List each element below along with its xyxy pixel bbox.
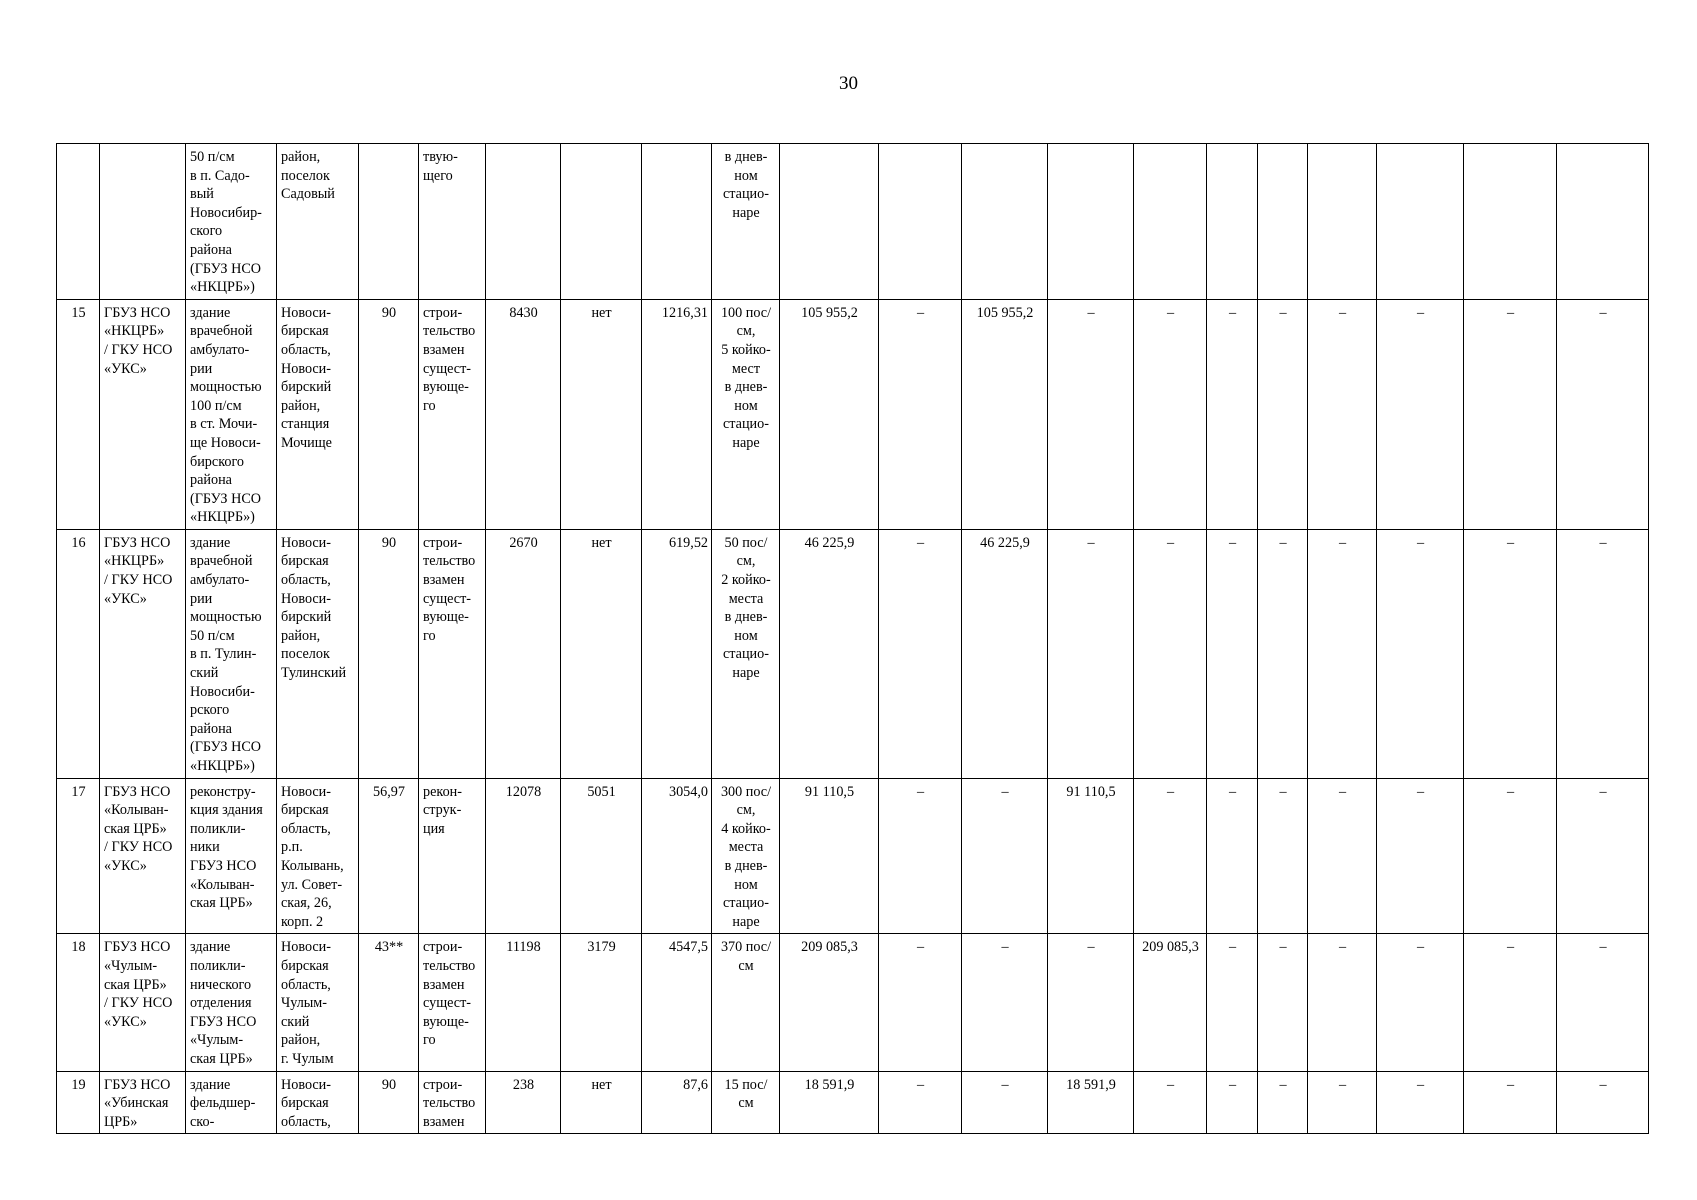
- cell-existing-area-text: нет: [591, 304, 612, 321]
- cell-row-number: [57, 144, 100, 300]
- cell-year-5: [1207, 934, 1258, 1071]
- cell-readiness-text: 90: [381, 534, 397, 551]
- cell-existing-area: [561, 299, 642, 529]
- cell-capacity-text: 100 пос/ см, 5 койко- мест в днев- ном стацио- наре: [720, 304, 772, 451]
- cell-total-cost-text: 209 085,3: [801, 939, 858, 956]
- cell-total-cost-text: 18 591,9: [804, 1076, 855, 1093]
- cell-year-6-text: –: [1279, 783, 1287, 800]
- cell-object-name-text: здание фельдшер- ско-: [190, 1076, 256, 1130]
- cell-year-3: [1048, 778, 1134, 934]
- cell-row-number: [57, 299, 100, 529]
- cell-readiness: [359, 1071, 419, 1134]
- cell-year-6: [1258, 934, 1308, 1071]
- table-row: [57, 934, 1649, 1071]
- cell-year-6-text: –: [1279, 1076, 1287, 1093]
- cell-year-9: [1464, 144, 1557, 300]
- cell-year-5: [1207, 299, 1258, 529]
- cell-row-number-text: 15: [71, 304, 86, 321]
- cell-year-7-text: –: [1338, 304, 1347, 321]
- cell-building-area: [642, 144, 712, 300]
- cell-capacity-text: 50 пос/ см, 2 койко- места в днев- ном стацио- наре: [721, 534, 771, 682]
- investment-table: [56, 143, 1649, 1134]
- cell-year-6: [1258, 529, 1308, 778]
- cell-work-type: [419, 529, 486, 778]
- cell-year-5-text: –: [1228, 534, 1237, 551]
- cell-year-3-text: 18 591,9: [1066, 1076, 1116, 1093]
- cell-year-9-text: –: [1506, 304, 1515, 321]
- cell-object-name: [186, 529, 277, 778]
- cell-total-cost: [780, 299, 879, 529]
- cell-year-9: [1464, 778, 1557, 934]
- cell-year-10: [1557, 778, 1649, 934]
- cell-customer: [100, 934, 186, 1071]
- cell-object-name-text: реконстру- кция здания поликли- ники ГБУЗ НСО «Колыван- ская ЦРБ»: [190, 783, 263, 912]
- cell-readiness: [359, 934, 419, 1071]
- cell-address: [277, 299, 359, 529]
- cell-row-number-text: 18: [71, 939, 86, 956]
- cell-year-4-text: –: [1166, 1076, 1175, 1093]
- cell-year-9-text: –: [1506, 783, 1515, 800]
- cell-capacity: [712, 934, 780, 1071]
- cell-object-name: [186, 144, 277, 300]
- cell-existing-area-text: нет: [591, 534, 612, 551]
- cell-year-1-text: –: [916, 304, 925, 321]
- cell-year-4: [1134, 299, 1207, 529]
- cell-year-7-text: –: [1338, 1076, 1347, 1093]
- cell-capacity: [712, 778, 780, 934]
- cell-capacity-text: 370 пос/ см: [720, 939, 772, 974]
- cell-year-10: [1557, 144, 1649, 300]
- table-row: [57, 144, 1649, 300]
- cell-year-10-text: –: [1599, 783, 1607, 800]
- cell-existing-area: [561, 144, 642, 300]
- cell-year-4-text: –: [1166, 783, 1175, 800]
- cell-building-area-text: 1216,31: [661, 304, 708, 321]
- cell-address: [277, 934, 359, 1071]
- cell-address-text: Новоси- бирская область,: [281, 1076, 332, 1130]
- cell-customer-text: ГБУЗ НСО «НКЦРБ» / ГКУ НСО «УКС»: [104, 534, 173, 607]
- cell-year-8: [1377, 529, 1464, 778]
- cell-object-name-text: здание врачебной амбулато- рии мощностью 100 п/см в ст. Мочи- ще Новоси- бирского района (ГБУЗ НСО «НКЦРБ»): [190, 304, 262, 526]
- cell-year-8: [1377, 299, 1464, 529]
- cell-year-1-text: –: [916, 783, 925, 800]
- cell-year-1: [879, 778, 962, 934]
- cell-address-text: Новоси- бирская область, р.п. Колывань, ул. Совет- ская, 26, корп. 2: [281, 783, 344, 930]
- cell-readiness: [359, 299, 419, 529]
- cell-total-area-text: 12078: [505, 783, 542, 800]
- cell-year-4-text: 209 085,3: [1142, 939, 1199, 956]
- cell-year-3: [1048, 529, 1134, 778]
- cell-building-area-text: 619,52: [668, 534, 708, 551]
- cell-year-9-text: –: [1506, 534, 1515, 551]
- cell-year-9: [1464, 934, 1557, 1071]
- cell-total-cost-text: 105 955,2: [801, 304, 858, 321]
- cell-customer: [100, 144, 186, 300]
- cell-year-8: [1377, 934, 1464, 1071]
- cell-capacity: [712, 144, 780, 300]
- cell-year-8-text: –: [1416, 783, 1425, 800]
- cell-year-6: [1258, 1071, 1308, 1134]
- cell-address: [277, 529, 359, 778]
- cell-year-2: [962, 1071, 1048, 1134]
- cell-year-3: [1048, 299, 1134, 529]
- cell-year-6-text: –: [1279, 534, 1287, 551]
- cell-total-cost: [780, 778, 879, 934]
- cell-object-name: [186, 299, 277, 529]
- cell-building-area: [642, 299, 712, 529]
- cell-year-10: [1557, 529, 1649, 778]
- cell-year-5-text: –: [1228, 304, 1237, 321]
- cell-total-cost-text: 46 225,9: [804, 534, 855, 551]
- cell-year-6-text: –: [1279, 939, 1287, 956]
- cell-year-10: [1557, 299, 1649, 529]
- cell-total-area: [486, 529, 561, 778]
- cell-building-area: [642, 1071, 712, 1134]
- table-row: [57, 778, 1649, 934]
- cell-address-text: Новоси- бирская область, Новоси- бирский район, поселок Тулинский: [281, 534, 347, 682]
- cell-total-cost: [780, 529, 879, 778]
- page-number: 30: [839, 73, 858, 94]
- cell-existing-area-text: 3179: [587, 939, 616, 956]
- cell-year-4-text: –: [1166, 534, 1175, 551]
- cell-building-area: [642, 934, 712, 1071]
- cell-year-2-text: –: [1001, 1076, 1009, 1093]
- cell-total-cost-text: 91 110,5: [804, 783, 855, 800]
- cell-readiness-text: 90: [381, 304, 397, 321]
- cell-object-name: [186, 778, 277, 934]
- cell-work-type: [419, 778, 486, 934]
- cell-year-5-text: –: [1228, 939, 1237, 956]
- cell-existing-area: [561, 529, 642, 778]
- cell-year-3: [1048, 934, 1134, 1071]
- cell-year-5-text: –: [1228, 783, 1237, 800]
- cell-year-9-text: –: [1506, 939, 1515, 956]
- cell-year-3-text: –: [1087, 534, 1095, 551]
- cell-year-7: [1308, 299, 1377, 529]
- cell-year-8-text: –: [1416, 534, 1425, 551]
- cell-existing-area-text: нет: [591, 1076, 612, 1093]
- cell-year-3-text: –: [1087, 304, 1095, 321]
- cell-year-6-text: –: [1279, 304, 1287, 321]
- cell-object-name: [186, 934, 277, 1071]
- cell-year-1-text: –: [916, 534, 925, 551]
- cell-total-cost: [780, 934, 879, 1071]
- cell-year-1-text: –: [916, 1076, 925, 1093]
- cell-building-area: [642, 778, 712, 934]
- cell-address: [277, 144, 359, 300]
- cell-year-4-text: –: [1166, 304, 1175, 321]
- cell-year-2-text: 105 955,2: [976, 304, 1034, 321]
- cell-year-7-text: –: [1338, 783, 1347, 800]
- cell-year-2: [962, 529, 1048, 778]
- cell-building-area-text: 87,6: [683, 1076, 708, 1093]
- cell-year-7: [1308, 778, 1377, 934]
- table-row: [57, 529, 1649, 778]
- cell-year-6: [1258, 299, 1308, 529]
- cell-capacity: [712, 529, 780, 778]
- cell-customer: [100, 778, 186, 934]
- cell-address-text: Новоси- бирская область, Чулым- ский район, г. Чулым: [281, 939, 334, 1067]
- cell-year-4: [1134, 144, 1207, 300]
- cell-customer: [100, 529, 186, 778]
- cell-year-9: [1464, 299, 1557, 529]
- cell-readiness: [359, 144, 419, 300]
- cell-total-area: [486, 1071, 561, 1134]
- cell-work-type: [419, 299, 486, 529]
- cell-row-number-text: 16: [71, 534, 86, 551]
- cell-year-3-text: 91 110,5: [1066, 783, 1116, 800]
- cell-work-type-text: строи- тельство взамен сущест- вующе- го: [423, 939, 476, 1049]
- cell-year-1-text: –: [916, 939, 925, 956]
- cell-total-area-text: 8430: [509, 304, 538, 321]
- table-row: [57, 1071, 1649, 1134]
- cell-existing-area-text: 5051: [587, 783, 616, 800]
- cell-year-2-text: 46 225,9: [980, 534, 1030, 551]
- cell-year-3-text: –: [1087, 939, 1095, 956]
- cell-year-1: [879, 299, 962, 529]
- cell-year-7: [1308, 144, 1377, 300]
- cell-year-10-text: –: [1599, 1076, 1607, 1093]
- cell-row-number: [57, 778, 100, 934]
- cell-readiness: [359, 529, 419, 778]
- cell-building-area-text: 4547,5: [668, 939, 708, 956]
- cell-customer-text: ГБУЗ НСО «НКЦРБ» / ГКУ НСО «УКС»: [104, 304, 173, 377]
- cell-work-type-text: строи- тельство взамен: [423, 1076, 476, 1130]
- cell-year-2: [962, 778, 1048, 934]
- cell-year-3: [1048, 1071, 1134, 1134]
- cell-building-area-text: 3054,0: [668, 783, 708, 800]
- cell-address-text: Новоси- бирская область, Новоси- бирский район, станция Мочище: [281, 304, 332, 451]
- cell-year-10-text: –: [1599, 939, 1607, 956]
- cell-total-area: [486, 299, 561, 529]
- cell-object-name: [186, 1071, 277, 1134]
- table-row: [57, 299, 1649, 529]
- cell-year-8: [1377, 144, 1464, 300]
- cell-customer-text: ГБУЗ НСО «Колыван- ская ЦРБ» / ГКУ НСО «УКС»: [104, 783, 173, 874]
- cell-object-name-text: здание врачебной амбулато- рии мощностью 50 п/см в п. Тулин- ский Новосиби- рского района (ГБУЗ НСО «НКЦРБ»): [190, 534, 262, 774]
- cell-total-area: [486, 934, 561, 1071]
- cell-customer-text: ГБУЗ НСО «Убинская ЦРБ»: [104, 1076, 171, 1130]
- cell-total-area: [486, 144, 561, 300]
- cell-year-10-text: –: [1599, 534, 1607, 551]
- cell-year-5: [1207, 144, 1258, 300]
- cell-year-2-text: –: [1001, 783, 1009, 800]
- cell-year-5: [1207, 1071, 1258, 1134]
- cell-customer: [100, 1071, 186, 1134]
- cell-work-type-text: строи- тельство взамен сущест- вующе- го: [423, 304, 476, 414]
- cell-year-7-text: –: [1338, 534, 1347, 551]
- cell-year-1: [879, 529, 962, 778]
- cell-year-2: [962, 299, 1048, 529]
- cell-object-name-text: 50 п/см в п. Садо- вый Новосибир- ского района (ГБУЗ НСО «НКЦРБ»): [190, 149, 262, 296]
- cell-year-8-text: –: [1416, 939, 1425, 956]
- cell-year-7: [1308, 529, 1377, 778]
- cell-work-type-text: рекон- струк- ция: [423, 783, 462, 837]
- cell-year-8-text: –: [1416, 304, 1425, 321]
- cell-readiness-text: 90: [381, 1076, 397, 1093]
- cell-year-5: [1207, 778, 1258, 934]
- cell-total-area-text: 11198: [506, 939, 541, 956]
- cell-address: [277, 1071, 359, 1134]
- cell-year-2: [962, 934, 1048, 1071]
- cell-year-7: [1308, 934, 1377, 1071]
- cell-object-name-text: здание поликли- нического отделения ГБУЗ НСО «Чулым- ская ЦРБ»: [190, 939, 257, 1067]
- cell-capacity: [712, 1071, 780, 1134]
- cell-year-9: [1464, 1071, 1557, 1134]
- cell-capacity-text: 15 пос/ см: [724, 1076, 768, 1112]
- cell-total-cost: [780, 144, 879, 300]
- cell-year-9-text: –: [1506, 1076, 1515, 1093]
- cell-total-cost: [780, 1071, 879, 1134]
- cell-year-7: [1308, 1071, 1377, 1134]
- cell-year-2: [962, 144, 1048, 300]
- cell-year-8: [1377, 1071, 1464, 1134]
- cell-year-6: [1258, 778, 1308, 934]
- cell-readiness-text: 56,97: [373, 783, 405, 800]
- cell-year-6: [1258, 144, 1308, 300]
- cell-year-4: [1134, 1071, 1207, 1134]
- cell-address-text: район, поселок Садовый: [281, 149, 335, 203]
- cell-year-1: [879, 144, 962, 300]
- cell-total-area: [486, 778, 561, 934]
- cell-year-1: [879, 1071, 962, 1134]
- cell-customer-text: ГБУЗ НСО «Чулым- ская ЦРБ» / ГКУ НСО «УКС»: [104, 939, 173, 1030]
- cell-year-9: [1464, 529, 1557, 778]
- cell-work-type: [419, 934, 486, 1071]
- cell-work-type: [419, 1071, 486, 1134]
- cell-year-1: [879, 934, 962, 1071]
- cell-year-8-text: –: [1416, 1076, 1425, 1093]
- cell-year-10-text: –: [1599, 304, 1607, 321]
- cell-existing-area: [561, 934, 642, 1071]
- cell-customer: [100, 299, 186, 529]
- cell-year-4: [1134, 934, 1207, 1071]
- cell-building-area: [642, 529, 712, 778]
- cell-year-10: [1557, 1071, 1649, 1134]
- cell-existing-area: [561, 1071, 642, 1134]
- cell-capacity-text: 300 пос/ см, 4 койко- места в днев- ном стацио- наре: [720, 783, 772, 930]
- cell-work-type-text: твую- щего: [423, 149, 458, 184]
- cell-total-area-text: 2670: [509, 534, 538, 551]
- cell-year-5: [1207, 529, 1258, 778]
- cell-year-4: [1134, 529, 1207, 778]
- cell-year-3: [1048, 144, 1134, 300]
- cell-row-number: [57, 934, 100, 1071]
- cell-year-4: [1134, 778, 1207, 934]
- cell-year-8: [1377, 778, 1464, 934]
- cell-readiness-text: 43**: [374, 939, 404, 956]
- cell-work-type-text: строи- тельство взамен сущест- вующе- го: [423, 534, 476, 644]
- cell-total-area-text: 238: [512, 1076, 535, 1093]
- cell-work-type: [419, 144, 486, 300]
- cell-row-number: [57, 1071, 100, 1134]
- cell-year-7-text: –: [1338, 939, 1347, 956]
- cell-year-5-text: –: [1228, 1076, 1237, 1093]
- cell-year-2-text: –: [1001, 939, 1009, 956]
- cell-row-number-text: 17: [71, 783, 86, 800]
- cell-year-10: [1557, 934, 1649, 1071]
- cell-existing-area: [561, 778, 642, 934]
- cell-row-number-text: 19: [71, 1076, 86, 1093]
- cell-address: [277, 778, 359, 934]
- cell-row-number: [57, 529, 100, 778]
- cell-capacity-text: в днев- ном стацио- наре: [723, 149, 769, 221]
- cell-readiness: [359, 778, 419, 934]
- cell-capacity: [712, 299, 780, 529]
